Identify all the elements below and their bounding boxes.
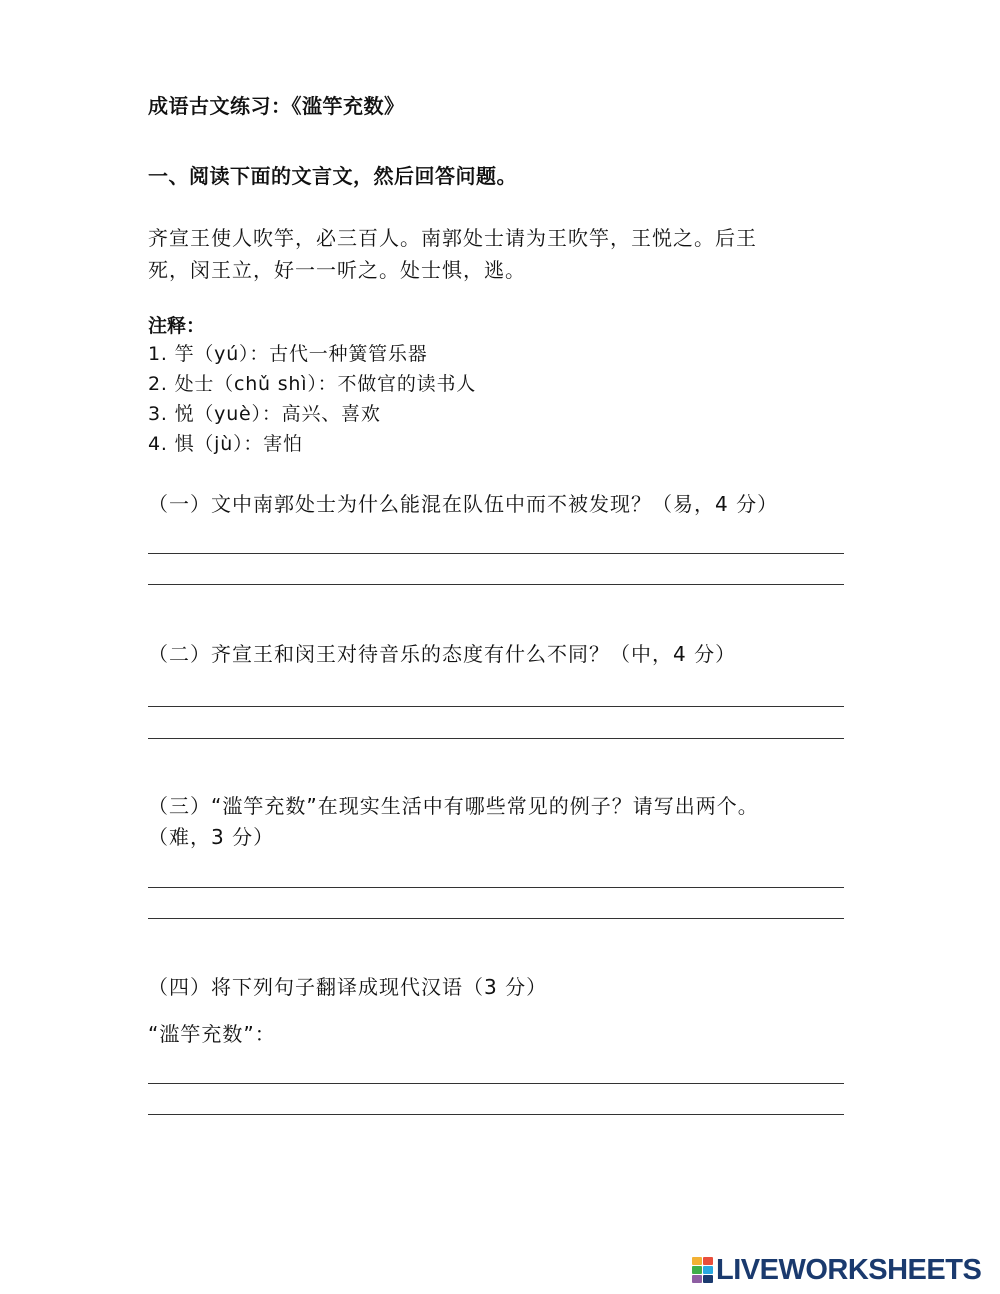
answer-line-q4-b[interactable] xyxy=(148,1114,844,1115)
question-2: （二）齐宣王和闵王对待音乐的态度有什么不同？（中，4 分） xyxy=(148,642,737,666)
note-item: 1. 竽（yú）：古代一种簧管乐器 xyxy=(148,343,428,365)
answer-line-q2-b[interactable] xyxy=(148,738,844,739)
answer-line-q3-b[interactable] xyxy=(148,918,844,919)
answer-line-q4-a[interactable] xyxy=(148,1083,844,1084)
answer-line-q1-a[interactable] xyxy=(148,553,844,554)
question-3-line-1: （三）“滥竽充数”在现实生活中有哪些常见的例子？请写出两个。 xyxy=(148,794,759,818)
question-4-prompt: “滥竽充数”： xyxy=(148,1022,276,1046)
note-item: 4. 惧（jù）：害怕 xyxy=(148,433,303,455)
page-title: 成语古文练习：《滥竽充数》 xyxy=(148,94,405,118)
note-item: 3. 悦（yuè）：高兴、喜欢 xyxy=(148,403,381,425)
notes-list xyxy=(148,340,476,460)
notes-heading: 注释： xyxy=(148,315,206,337)
liveworksheets-watermark xyxy=(692,1256,981,1284)
answer-line-q2-a[interactable] xyxy=(148,706,844,707)
classical-passage xyxy=(148,222,828,286)
liveworksheets-logo-icon xyxy=(692,1257,713,1283)
question-3-line-2: （难，3 分） xyxy=(148,825,275,849)
answer-line-q1-b[interactable] xyxy=(148,584,844,585)
question-4: （四）将下列句子翻译成现代汉语（3 分） xyxy=(148,975,548,999)
answer-line-q3-a[interactable] xyxy=(148,887,844,888)
question-1: （一）文中南郭处士为什么能混在队伍中而不被发现？（易，4 分） xyxy=(148,492,779,516)
section-heading: 一、阅读下面的文言文，然后回答问题。 xyxy=(148,164,517,188)
watermark-text: LIVEWORKSHEETS xyxy=(716,1254,982,1286)
note-item: 2. 处士（chǔ shì）：不做官的读书人 xyxy=(148,373,477,395)
passage-line: 齐宣王使人吹竽，必三百人。南郭处士请为王吹竽，王悦之。后王 xyxy=(148,226,757,250)
passage-line: 死，闵王立，好一一听之。处士惧，逃。 xyxy=(148,258,526,282)
